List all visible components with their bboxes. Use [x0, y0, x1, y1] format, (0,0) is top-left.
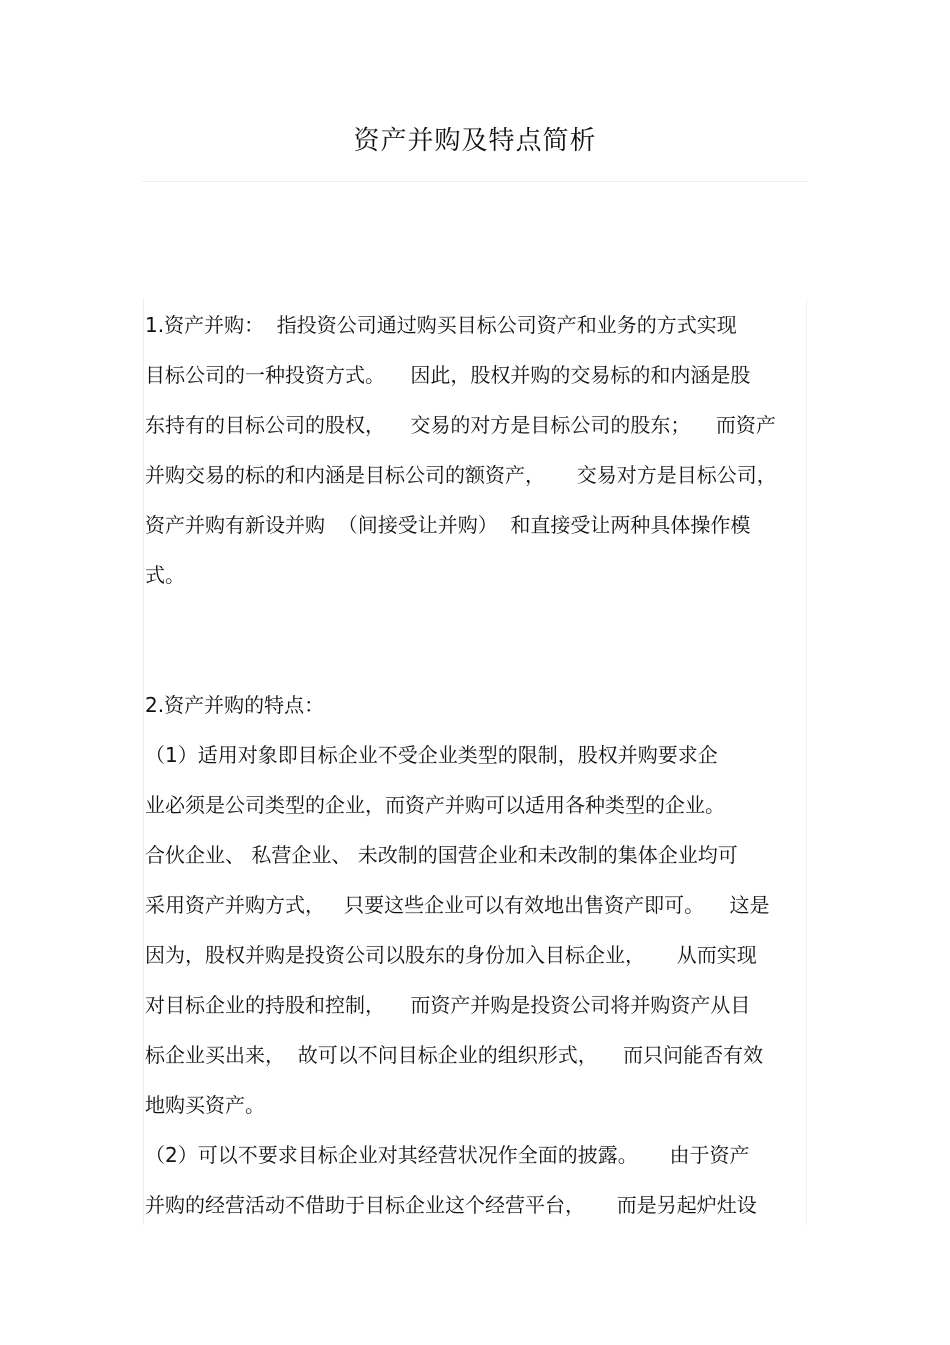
- paragraph-line: 对目标企业的持股和控制， 而资产并购是投资公司将并购资产从目: [145, 993, 751, 1017]
- paragraph-line: （2）可以不要求目标企业对其经营状况作全面的披露。 由于资产: [145, 1143, 750, 1167]
- document-title: 资产并购及特点简析: [353, 126, 597, 156]
- paragraph-line: （1）适用对象即目标企业不受企业类型的限制，股权并购要求企: [145, 743, 718, 767]
- paragraph-line: 标企业买出来， 故可以不问目标企业的组织形式， 而只问能否有效: [145, 1043, 764, 1067]
- paragraph-line: 1.资产并购： 指投资公司通过购买目标公司资产和业务的方式实现: [145, 313, 737, 337]
- paragraph-line: 资产并购有新设并购 （间接受让并购） 和直接受让两种具体操作模: [145, 513, 751, 537]
- paragraph-line: 目标公司的一种投资方式。 因此，股权并购的交易标的和内涵是股: [145, 363, 751, 387]
- paragraph-line: 因为，股权并购是投资公司以股东的身份加入目标企业， 从而实现: [145, 943, 757, 967]
- paragraph-line: 采用资产并购方式， 只要这些企业可以有效地出售资产即可。 这是: [145, 893, 770, 917]
- section-heading: 2.资产并购的特点：: [145, 693, 325, 717]
- title-divider: [142, 181, 808, 182]
- paragraph-line: 合伙企业、 私营企业、 未改制的国营企业和未改制的集体企业均可: [145, 843, 738, 867]
- left-margin-rule: [143, 298, 144, 1225]
- paragraph-line: 业必须是公司类型的企业，而资产并购可以适用各种类型的企业。: [145, 793, 725, 817]
- paragraph-line: 并购的经营活动不借助于目标企业这个经营平台， 而是另起炉灶设: [145, 1193, 757, 1217]
- paragraph-line: 地购买资产。: [145, 1093, 265, 1117]
- paragraph-line: 式。: [145, 563, 185, 587]
- paragraph-line: 东持有的目标公司的股权， 交易的对方是目标公司的股东； 而资产: [145, 413, 776, 437]
- right-margin-rule: [806, 298, 807, 1225]
- paragraph-line: 并购交易的标的和内涵是目标公司的额资产， 交易对方是目标公司，: [145, 463, 777, 487]
